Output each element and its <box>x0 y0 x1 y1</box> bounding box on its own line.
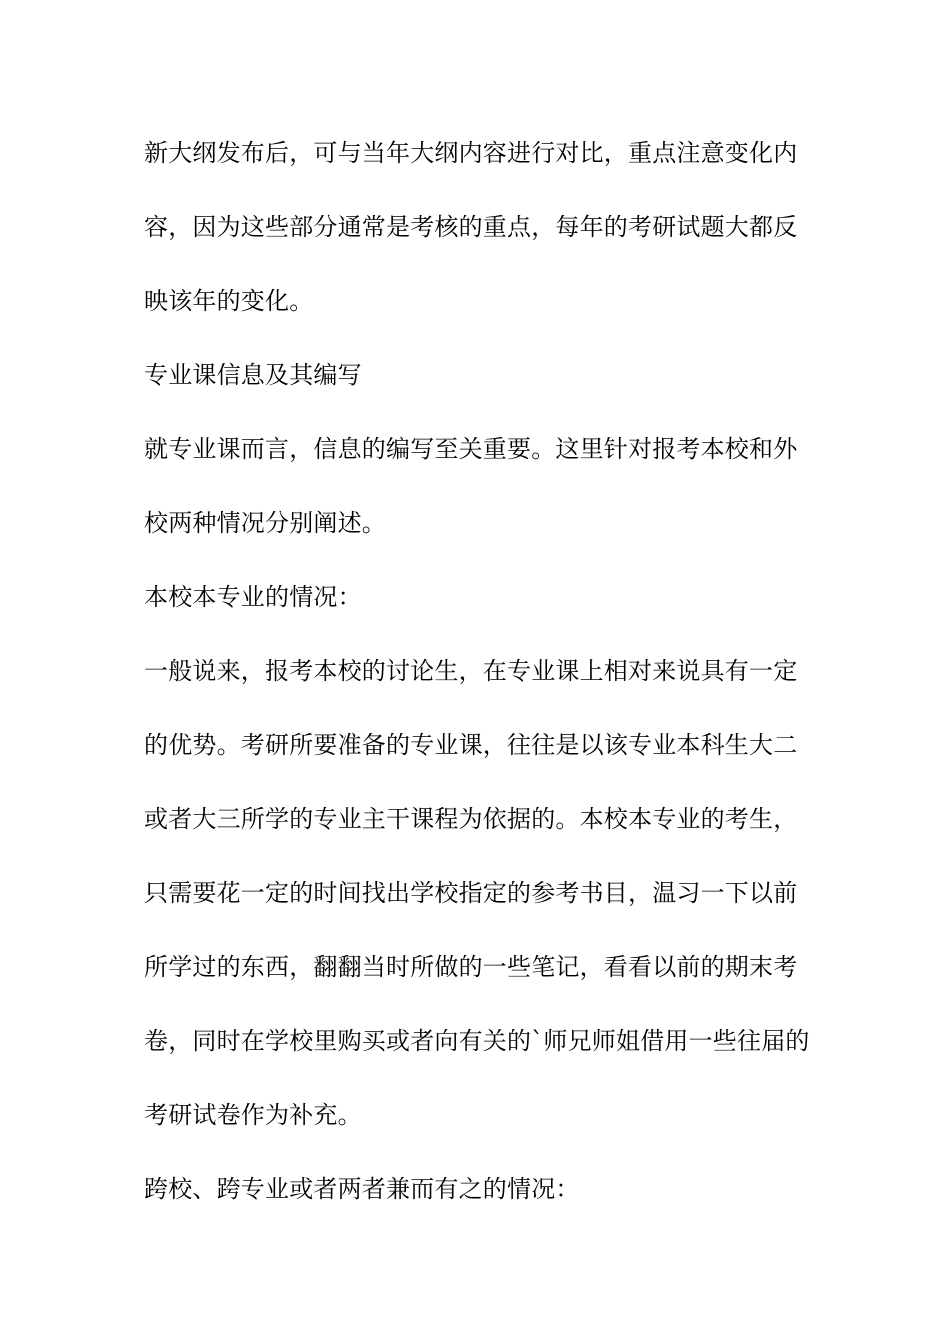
subsection-heading: 跨校、跨专业或者两者兼而有之的情况： <box>144 1175 580 1203</box>
text-line: 就专业课而言，信息的编写至关重要。这里针对报考本校和外 <box>144 435 798 463</box>
text-line: 映该年的变化。 <box>144 287 314 315</box>
subsection-heading: 本校本专业的情况： <box>144 583 362 611</box>
text-line: 只需要花一定的时间找出学校指定的参考书目，温习一下以前 <box>144 879 798 907</box>
text-line: 考研试卷作为补充。 <box>144 1101 362 1129</box>
text-line: 容，因为这些部分通常是考核的重点，每年的考研试题大都反 <box>144 213 798 241</box>
document-body <box>144 128 810 1238</box>
section-heading: 专业课信息及其编写 <box>144 361 362 389</box>
text-line: 所学过的东西，翻翻当时所做的一些笔记，看看以前的期末考 <box>144 953 798 981</box>
text-line: 新大纲发布后，可与当年大纲内容进行对比，重点注意变化内 <box>144 139 798 167</box>
text-line: 一般说来，报考本校的讨论生，在专业课上相对来说具有一定 <box>144 657 798 685</box>
text-line: 校两种情况分别阐述。 <box>144 509 386 537</box>
text-line: 或者大三所学的专业主干课程为依据的。本校本专业的考生， <box>144 805 798 833</box>
text-line: 的优势。考研所要准备的专业课，往往是以该专业本科生大二 <box>144 731 798 759</box>
text-line: 卷，同时在学校里购买或者向有关的`师兄师姐借用一些往届的 <box>144 1027 810 1055</box>
